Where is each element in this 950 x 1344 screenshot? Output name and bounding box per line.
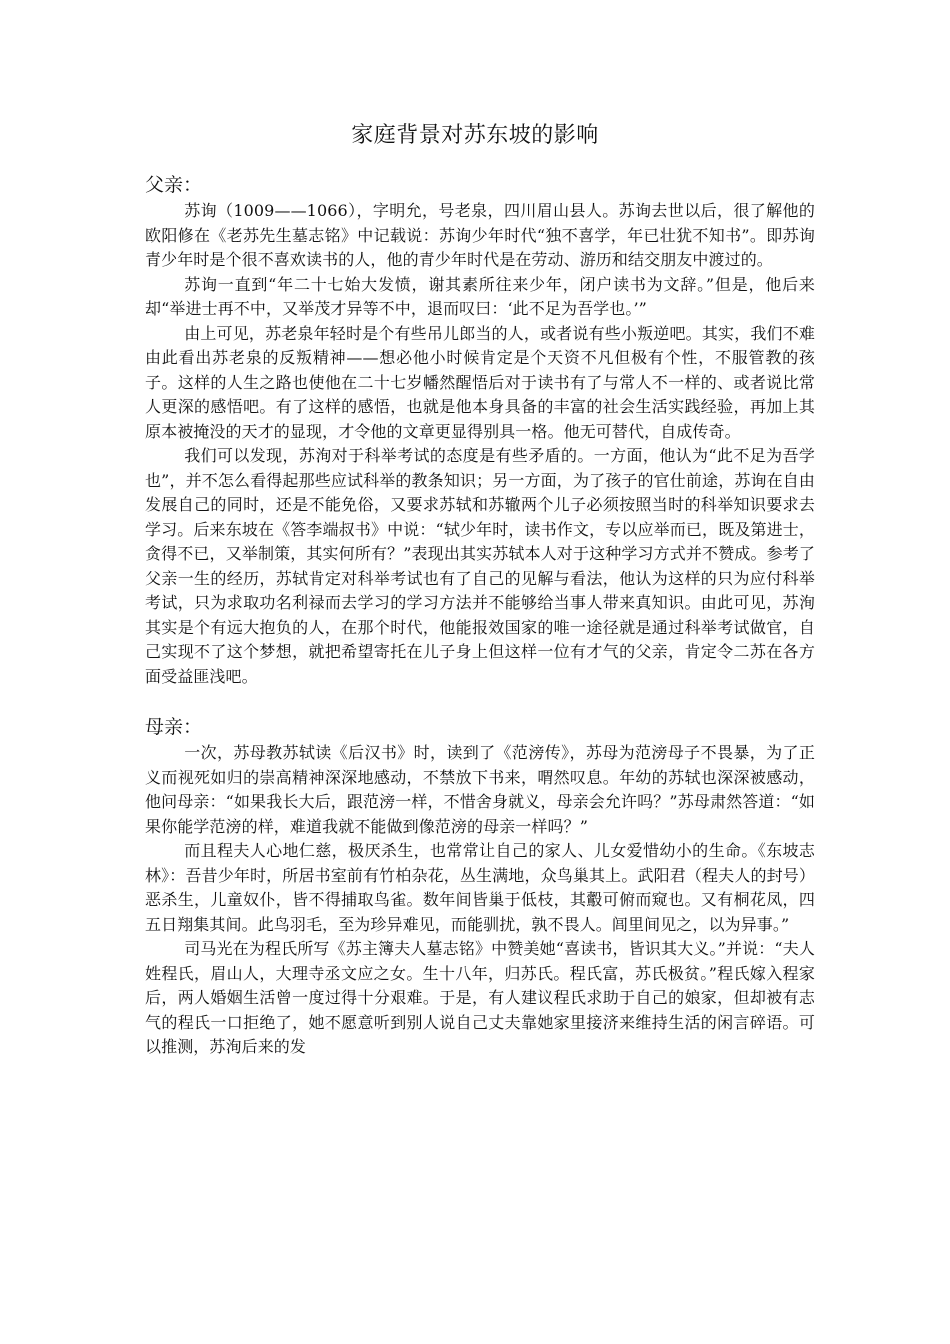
paragraph: 由上可见，苏老泉年轻时是个有些吊儿郎当的人，或者说有些小叛逆吧。其实，我们不难由此看出苏老泉的反叛精神——想必他小时候肯定是个天资不凡但极有个性，不服管教的孩子。这样的人生之路也使他在二十七岁幡然醒悟后对于读书有了与常人不一样的、或者说比常人更深的感悟吧。有了这样的感悟，也就是他本身具备的丰富的社会生活实践经验，再加上其原本被掩没的天才的显现，才令他的文章更显得别具一格。他无可替代，自成传奇。 <box>145 323 815 441</box>
document-title: 家庭背景对苏东坡的影响 <box>351 123 599 148</box>
document-body <box>145 171 815 1060</box>
paragraph: 我们可以发现，苏洵对于科举考试的态度是有些矛盾的。一方面，他认为“此不足为吾学也”，并不怎么看得起那些应试科举的教条知识；另一方面，为了孩子的官仕前途，苏询在自由发展自己的同时，还是不能免俗，又要求苏轼和苏辙两个儿子必须按照当时的科举知识要求去学习。后来东坡在《答李端叔书》中说：“轼少年时，读书作文，专以应举而已，既及第进士，贪得不已，又举制策，其实何所有？”表现出其实苏轼本人对于这种学习方式并不赞成。参考了父亲一生的经历，苏轼肯定对科举考试也有了自己的见解与看法，他认为这样的只为应付科举考试，只为求取功名利禄而去学习的学习方法并不能够给当事人带来真知识。由此可见，苏洵其实是个有远大抱负的人，在那个时代，他能报效国家的唯一途径就是通过科举考试做官，自己实现不了这个梦想，就把希望寄托在儿子身上但这样一位有才气的父亲，肯定令二苏在各方面受益匪浅吧。 <box>145 446 815 686</box>
paragraph: 苏询一直到“年二十七始大发愤，谢其素所往来少年，闭户读书为文辞。”但是，他后来却“举进士再不中，又举茂才异等不中，退而叹曰：‘此不足为吾学也。’” <box>145 274 815 318</box>
paragraph: 一次，苏母教苏轼读《后汉书》时，读到了《范滂传》，苏母为范滂母子不畏暴，为了正义而视死如归的崇高精神深深地感动，不禁放下书来，喟然叹息。年幼的苏轼也深深被感动，他问母亲：“如果我长大后，跟范滂一样，不惜舍身就义，母亲会允许吗？”苏母肃然答道：“如果你能学范滂的样，难道我就不能做到像范滂的母亲一样吗？” <box>145 743 815 836</box>
paragraph: 而且程夫人心地仁慈，极厌杀生，也常常让自己的家人、儿女爱惜幼小的生命。《东坡志林》：吾昔少年时，所居书室前有竹柏杂花，丛生满地，众鸟巢其上。武阳君（程夫人的封号）恶杀生，儿童奴仆，皆不得捕取鸟雀。数年间皆巢于低枝，其鷇可俯而窥也。又有桐花凤，四五日翔集其间。此鸟羽毛，至为珍异难见，而能驯扰，孰不畏人。闾里间见之，以为异事。” <box>145 841 815 934</box>
paragraph: 苏询（1009——1066），字明允，号老泉，四川眉山县人。苏询去世以后，很了解他的欧阳修在《老苏先生墓志铭》中记载说：苏询少年时代“独不喜学，年已壮犹不知书”。即苏询青少年时是个很不喜欢读书的人，他的青少年时代是在劳动、游历和结交朋友中渡过的。 <box>145 201 815 269</box>
section-heading-father: 父亲： <box>145 174 203 196</box>
section-heading-mother: 母亲： <box>145 716 203 738</box>
paragraph: 司马光在为程氏所写《苏主簿夫人墓志铭》中赞美她“喜读书，皆识其大义。”并说：“夫人姓程氏，眉山人，大理寺丞文应之女。生十八年，归苏氏。程氏富，苏氏极贫。”程氏嫁入程家后，两人婚姻生活曾一度过得十分艰难。于是，有人建议程氏求助于自己的娘家，但却被有志气的程氏一口拒绝了，她不愿意听到别人说自己丈夫靠她家里接济来维持生活的闲言碎语。可以推测，苏洵后来的发 <box>145 939 815 1056</box>
